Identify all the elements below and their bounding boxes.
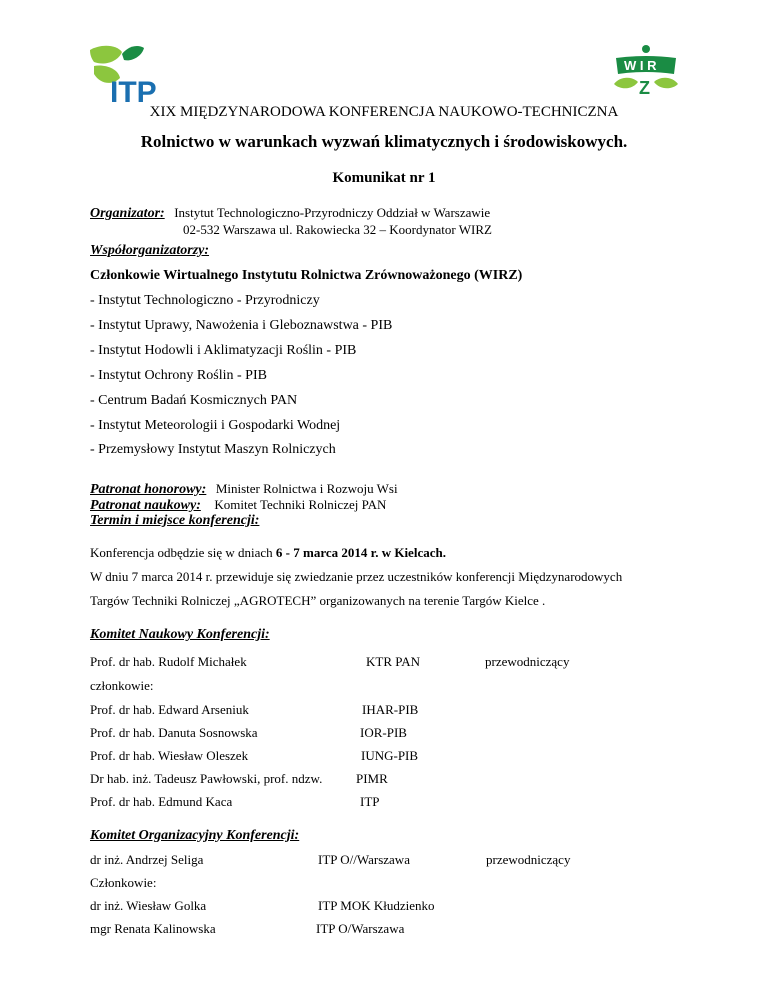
- svg-text:W I R: W I R: [624, 58, 657, 73]
- wirz-logo: [610, 44, 682, 102]
- coorganizer-item: - Przemysłowy Instytut Maszyn Rolniczych: [90, 442, 336, 457]
- scientific-member-org: IOR-PIB: [360, 725, 407, 740]
- scientific-member-name: Dr hab. inż. Tadeusz Pawłowski, prof. ndzw.: [90, 771, 323, 786]
- honorary-patronage-row: [90, 481, 398, 498]
- svg-text:Z: Z: [639, 78, 650, 98]
- itp-logo: [88, 44, 170, 104]
- scientific-member-name: Prof. dr hab. Danuta Sosnowska: [90, 725, 258, 740]
- scientific-committee-label: Komitet Naukowy Konferencji:: [90, 627, 270, 642]
- coorganizer-item: - Instytut Hodowli i Aklimatyzacji Roślin - PIB: [90, 343, 357, 358]
- conference-name: XIX MIĘDZYNARODOWA KONFERENCJA NAUKOWO-TECHNICZNA: [149, 104, 619, 120]
- scientific-chair-org: KTR PAN: [366, 654, 421, 669]
- organizing-member-org: ITP O/Warszawa: [316, 921, 405, 936]
- scientific-member-name: Prof. dr hab. Edward Arseniuk: [90, 702, 249, 717]
- organizing-chair-role: przewodniczący: [486, 852, 571, 867]
- conference-title: Rolnictwo w warunkach wyzwań klimatycznych i środowiskowych.: [140, 132, 628, 151]
- organizing-member-name: mgr Renata Kalinowska: [90, 921, 216, 936]
- itp-logo-text: ITP: [110, 76, 157, 104]
- scientific-member-org: PIMR: [356, 771, 388, 786]
- coorganizer-item: - Centrum Badań Kosmicznych PAN: [90, 393, 298, 408]
- organizer-row: [90, 205, 490, 222]
- coorganizer-item: - Instytut Uprawy, Nawożenia i Gleboznawstwa - PIB: [90, 318, 393, 333]
- organizing-members-label: Członkowie:: [90, 875, 157, 890]
- scientific-patronage-label: Patronat naukowy:: [90, 498, 201, 513]
- honorary-patronage-value: Minister Rolnictwa i Rozwoju Wsi: [215, 481, 398, 496]
- scientific-member-org: IHAR-PIB: [362, 702, 419, 717]
- scientific-member-org: ITP: [360, 794, 380, 809]
- organizer-line2: 02-532 Warszawa ul. Rakowiecka 32 – Koordynator WIRZ: [183, 222, 492, 237]
- venue-dates: 6 - 7 marca 2014 r. w Kielcach.: [275, 545, 446, 560]
- organizing-chair-org: ITP O//Warszawa: [318, 852, 410, 867]
- coorganizer-item: - Instytut Technologiczno - Przyrodniczy: [90, 293, 320, 308]
- scientific-chair-role: przewodniczący: [485, 654, 570, 669]
- organizing-member-name: dr inż. Wiesław Golka: [90, 898, 207, 913]
- coorganizer-item: - Instytut Meteorologii i Gospodarki Wodnej: [90, 418, 341, 433]
- venue-line1: [90, 545, 446, 561]
- scientific-patronage-row: [90, 497, 386, 514]
- scientific-chair-name: Prof. dr hab. Rudolf Michałek: [90, 654, 247, 669]
- organizing-chair-name: dr inż. Andrzej Seliga: [90, 852, 204, 867]
- organizer-line1: Instytut Technologiczno-Przyrodniczy Oddział w Warszawie: [174, 205, 491, 220]
- scientific-members-label: członkowie:: [90, 678, 154, 693]
- coorganizers-label: Współorganizatorzy:: [90, 243, 210, 258]
- scientific-member-name: Prof. dr hab. Edmund Kaca: [90, 794, 233, 809]
- scientific-patronage-value: Komitet Techniki Rolniczej PAN: [214, 497, 387, 512]
- scientific-member-name: Prof. dr hab. Wiesław Oleszek: [90, 748, 249, 763]
- coorganizers-heading: Członkowie Wirtualnego Instytutu Rolnictwa Zrównoważonego (WIRZ): [90, 268, 523, 283]
- venue-line1-prefix: Konferencja odbędzie się w dniach: [90, 545, 276, 560]
- honorary-patronage-label: Patronat honorowy:: [90, 482, 207, 497]
- venue-label: Termin i miejsce konferencji:: [90, 513, 260, 528]
- coorganizer-item: - Instytut Ochrony Roślin - PIB: [90, 368, 267, 383]
- organizing-committee-label: Komitet Organizacyjny Konferencji:: [90, 828, 300, 843]
- communique-number: Komunikat nr 1: [332, 170, 436, 186]
- organizing-member-org: ITP MOK Kłudzienko: [318, 898, 435, 913]
- venue-line3: Targów Techniki Rolniczej „AGROTECH” organizowanych na terenie Targów Kielce .: [90, 593, 546, 608]
- scientific-member-org: IUNG-PIB: [361, 748, 419, 763]
- venue-line2: W dniu 7 marca 2014 r. przewiduje się zwiedzanie przez uczestników konferencji Międzynarodowych: [90, 569, 623, 584]
- organizer-label: Organizator:: [90, 206, 165, 221]
